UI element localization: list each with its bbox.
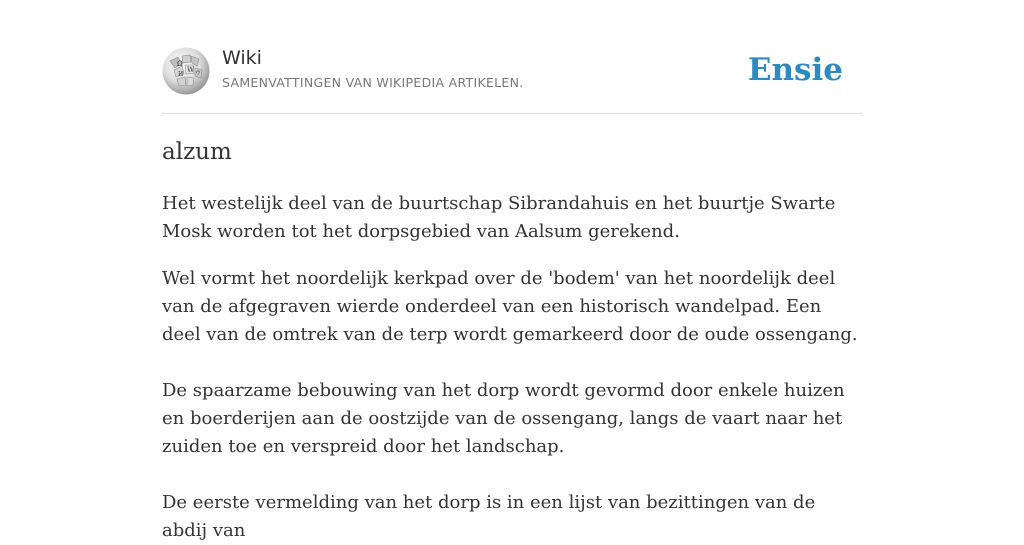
page bbox=[162, 0, 862, 541]
site-title[interactable]: Wiki bbox=[222, 47, 262, 69]
paragraph-gap bbox=[162, 349, 862, 377]
article-paragraph: Wel vormt het noordelijk kerkpad over de 'bodem' van het noordelijk deel van de afgegraven wierde onderdeel van een historisch wandelpad. Een deel van de omtrek van de terp wordt gemarkeerd door de oude ossengang. bbox=[162, 268, 858, 345]
paragraph-gap bbox=[162, 461, 862, 489]
brand-logo-link[interactable]: Ensie bbox=[747, 52, 843, 88]
svg-text:W: W bbox=[187, 66, 195, 74]
article-paragraph: De eerste vermelding van het dorp is in een lijst van bezittingen van de abdij van bbox=[162, 492, 816, 541]
article-title: alzum bbox=[162, 139, 232, 165]
wikipedia-globe-icon[interactable] bbox=[162, 47, 210, 95]
site-subtitle: SAMENVATTINGEN VAN WIKIPEDIA ARTIKELEN. bbox=[222, 75, 524, 90]
svg-text:И: И bbox=[178, 71, 184, 78]
article-paragraph: Het westelijk deel van de buurtschap Sibrandahuis en het buurtje Swarte Mosk worden tot het dorpsgebied van Aalsum gerekend. bbox=[162, 193, 836, 242]
article-paragraph: De spaarzame bebouwing van het dorp wordt gevormd door enkele huizen en boerderijen aan de oostzijde van de ossengang, langs de vaart naar het zuiden toe en verspreid door het landschap. bbox=[162, 380, 845, 457]
site-header bbox=[162, 0, 862, 114]
svg-text:Ω: Ω bbox=[177, 60, 183, 68]
article-body bbox=[162, 190, 862, 545]
svg-text:ウ: ウ bbox=[195, 70, 202, 77]
